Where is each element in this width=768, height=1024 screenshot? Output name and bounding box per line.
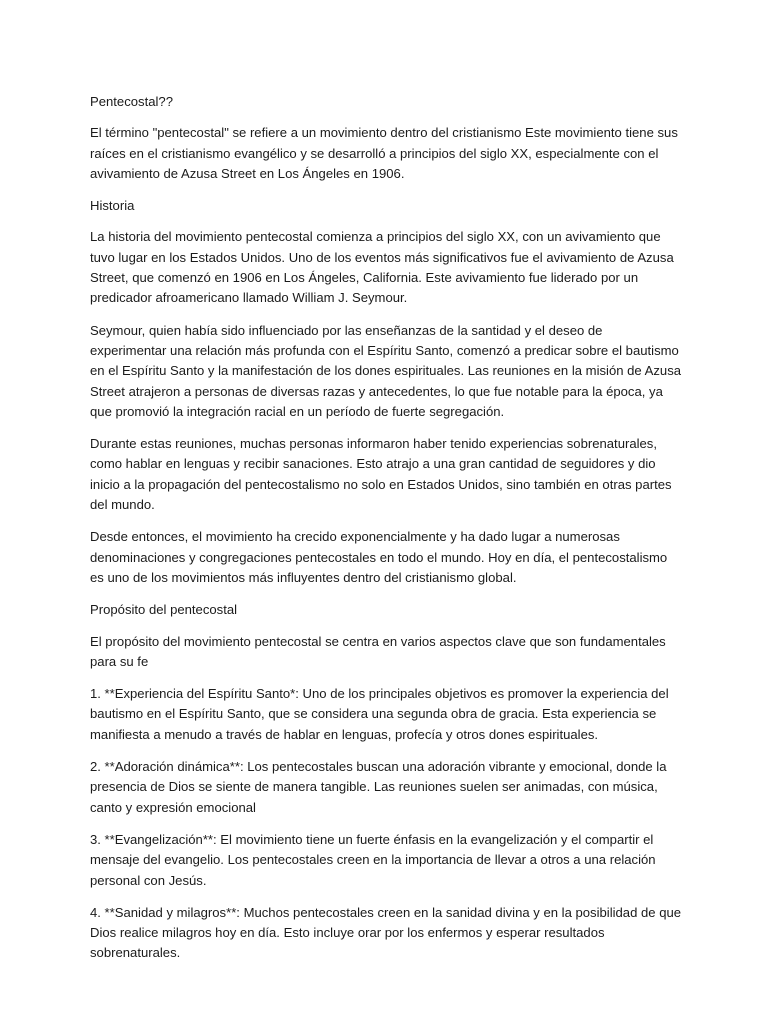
purpose-item: 2. **Adoración dinámica**: Los pentecostales buscan una adoración vibrante y emocional, donde la presencia de Dios se siente de manera tangible. Las reuniones suelen ser animadas, con música, canto y expresión emocional xyxy=(90,759,667,815)
purpose-item: 1. **Experiencia del Espíritu Santo*: Uno de los principales objetivos es promover la experiencia del bautismo en el Espíritu Santo, que se considera una segunda obra de gracia. Esta experiencia se manifiesta a menudo a través de hablar en lenguas, profecía y otros dones espirituales. xyxy=(90,686,669,742)
history-heading: Historia xyxy=(90,198,135,214)
document-page xyxy=(90,92,682,976)
history-paragraph-3: Durante estas reuniones, muchas personas informaron haber tenido experiencias sobrenaturales, como hablar en lenguas y recibir sanaciones. Esto atrajo a una gran cantidad de seguidores y dio inicio a la propagación del pentecostalismo no solo en Estados Unidos, sino también en otras partes del mundo. xyxy=(90,436,672,513)
intro-paragraph: El término "pentecostal" se refiere a un movimiento dentro del cristianismo Este movimiento tiene sus raíces en el cristianismo evangélico y se desarrolló a principios del siglo XX, especialmente con el avivamiento de Azusa Street en Los Ángeles en 1906. xyxy=(90,125,678,181)
purpose-item: 3. **Evangelización**: El movimiento tiene un fuerte énfasis en la evangelización y el compartir el mensaje del evangelio. Los pentecostales creen en la importancia de llevar a otros a una relación personal con Jesús. xyxy=(90,831,656,888)
purpose-item: 4. **Sanidad y milagros**: Muchos pentecostales creen en la sanidad divina y en la posibilidad de que Dios realice milagros hoy en día. Esto incluye orar por los enfermos y esperar resultados sobrenaturales. xyxy=(90,904,682,961)
history-paragraph-1: La historia del movimiento pentecostal comienza a principios del siglo XX, con un avivamiento que tuvo lugar en los Estados Unidos. Uno de los eventos más significativos fue el avivamiento de Azusa Street, que comenzó en 1906 en Los Ángeles, California. Este avivamiento fue liderado por un predicador afroamericano llamado William J. Seymour. xyxy=(90,229,674,306)
purpose-heading: Propósito del pentecostal xyxy=(90,602,238,618)
purpose-intro-paragraph: El propósito del movimiento pentecostal se centra en varios aspectos clave que son fundamentales para su fe xyxy=(90,633,666,669)
history-paragraph-4: Desde entonces, el movimiento ha crecido exponencialmente y ha dado lugar a numerosas denominaciones y congregaciones pentecostales en todo el mundo. Hoy en día, el pentecostalismo es uno de los movimientos más influyentes dentro del cristianismo global. xyxy=(90,529,668,585)
history-paragraph-2: Seymour, quien había sido influenciado por las enseñanzas de la santidad y el deseo de experimentar una relación más profunda con el Espíritu Santo, comenzó a predicar sobre el bautismo en el Espíritu Santo y la manifestación de los dones espirituales. Las reuniones en la misión de Azusa Street atrajeron a personas de diversas razas y antecedentes, lo que fue notable para la época, ya que promovió la integración racial en un período de fuerte segregación. xyxy=(90,322,682,419)
document-title: Pentecostal?? xyxy=(90,94,173,109)
